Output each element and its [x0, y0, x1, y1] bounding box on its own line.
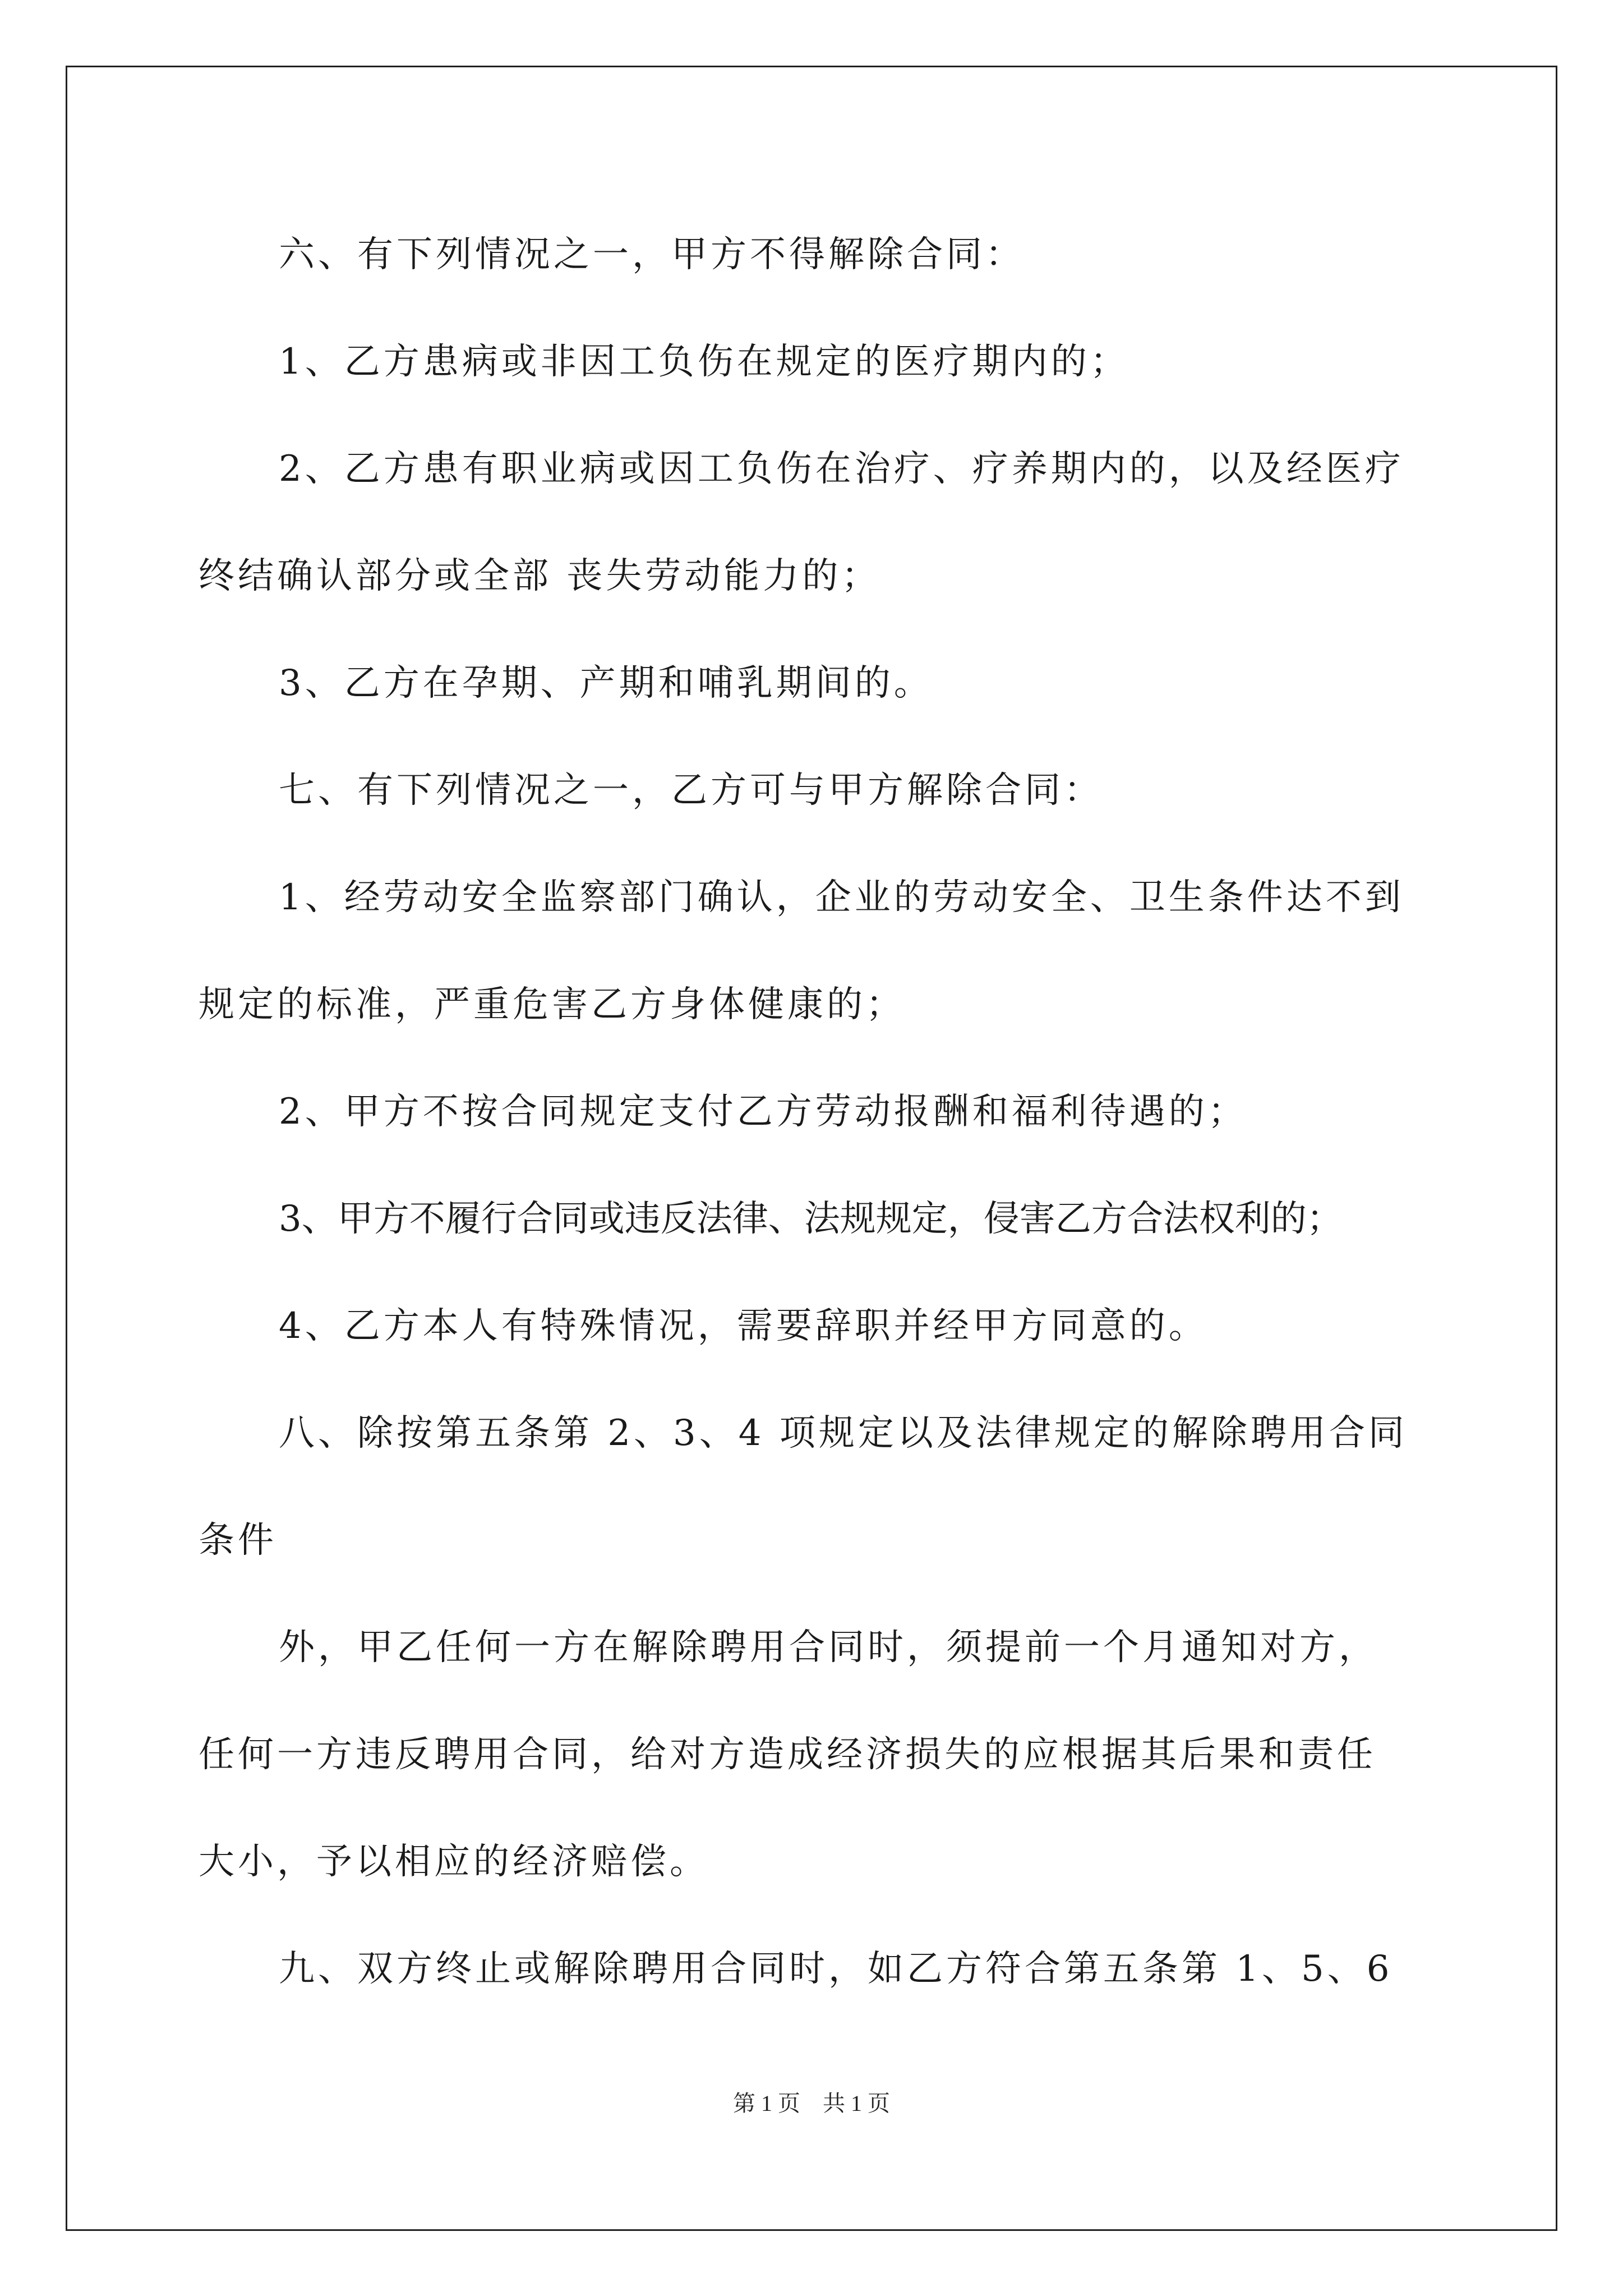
clause-8-heading-cont: 条件 [199, 1520, 277, 1561]
clause-7-item-1: 1、经劳动安全监察部门确认，企业的劳动安全、卫生条件达不到 [279, 877, 1404, 918]
clause-7-item-4: 4、乙方本人有特殊情况，需要辞职并经甲方同意的。 [279, 1305, 1208, 1347]
clause-6-item-1: 1、乙方患病或非因工负伤在规定的医疗期内的； [279, 341, 1129, 383]
clause-7-item-1-cont: 规定的标准，严重危害乙方身体健康的； [199, 984, 905, 1025]
clause-9-heading: 九、双方终止或解除聘用合同时，如乙方符合第五条第 1、5、6 [279, 1948, 1393, 1990]
clause-6-item-2: 2、乙方患有职业病或因工负伤在治疗、疗养期内的，以及经医疗 [279, 448, 1404, 490]
clause-7-item-3: 3、甲方不履行合同或违反法律、法规规定，侵害乙方合法权利的； [279, 1198, 1343, 1240]
clause-8-heading: 八、除按第五条第 2、3、4 项规定以及法律规定的解除聘用合同 [279, 1412, 1408, 1454]
clause-8-body: 外，甲乙任何一方在解除聘用合同时，须提前一个月通知对方， [279, 1627, 1378, 1668]
page-number-footer: 第 1 页 共 1 页 [733, 2091, 890, 2116]
clause-8-body-end: 大小，予以相应的经济赔偿。 [199, 1841, 709, 1883]
clause-6-item-3: 3、乙方在孕期、产期和哺乳期间的。 [279, 662, 933, 704]
clause-7-item-2: 2、甲方不按合同规定支付乙方劳动报酬和福利待遇的； [279, 1091, 1247, 1133]
clause-6-heading: 六、有下列情况之一，甲方不得解除合同： [279, 234, 1025, 275]
clause-6-item-2-cont: 终结确认部分或全部 丧失劳动能力的； [199, 555, 881, 597]
clause-7-heading: 七、有下列情况之一，乙方可与甲方解除合同： [279, 770, 1103, 811]
page-border [66, 66, 1557, 2231]
clause-8-body-cont: 任何一方违反聘用合同，给对方造成经济损失的应根据其后果和责任 [199, 1734, 1376, 1775]
